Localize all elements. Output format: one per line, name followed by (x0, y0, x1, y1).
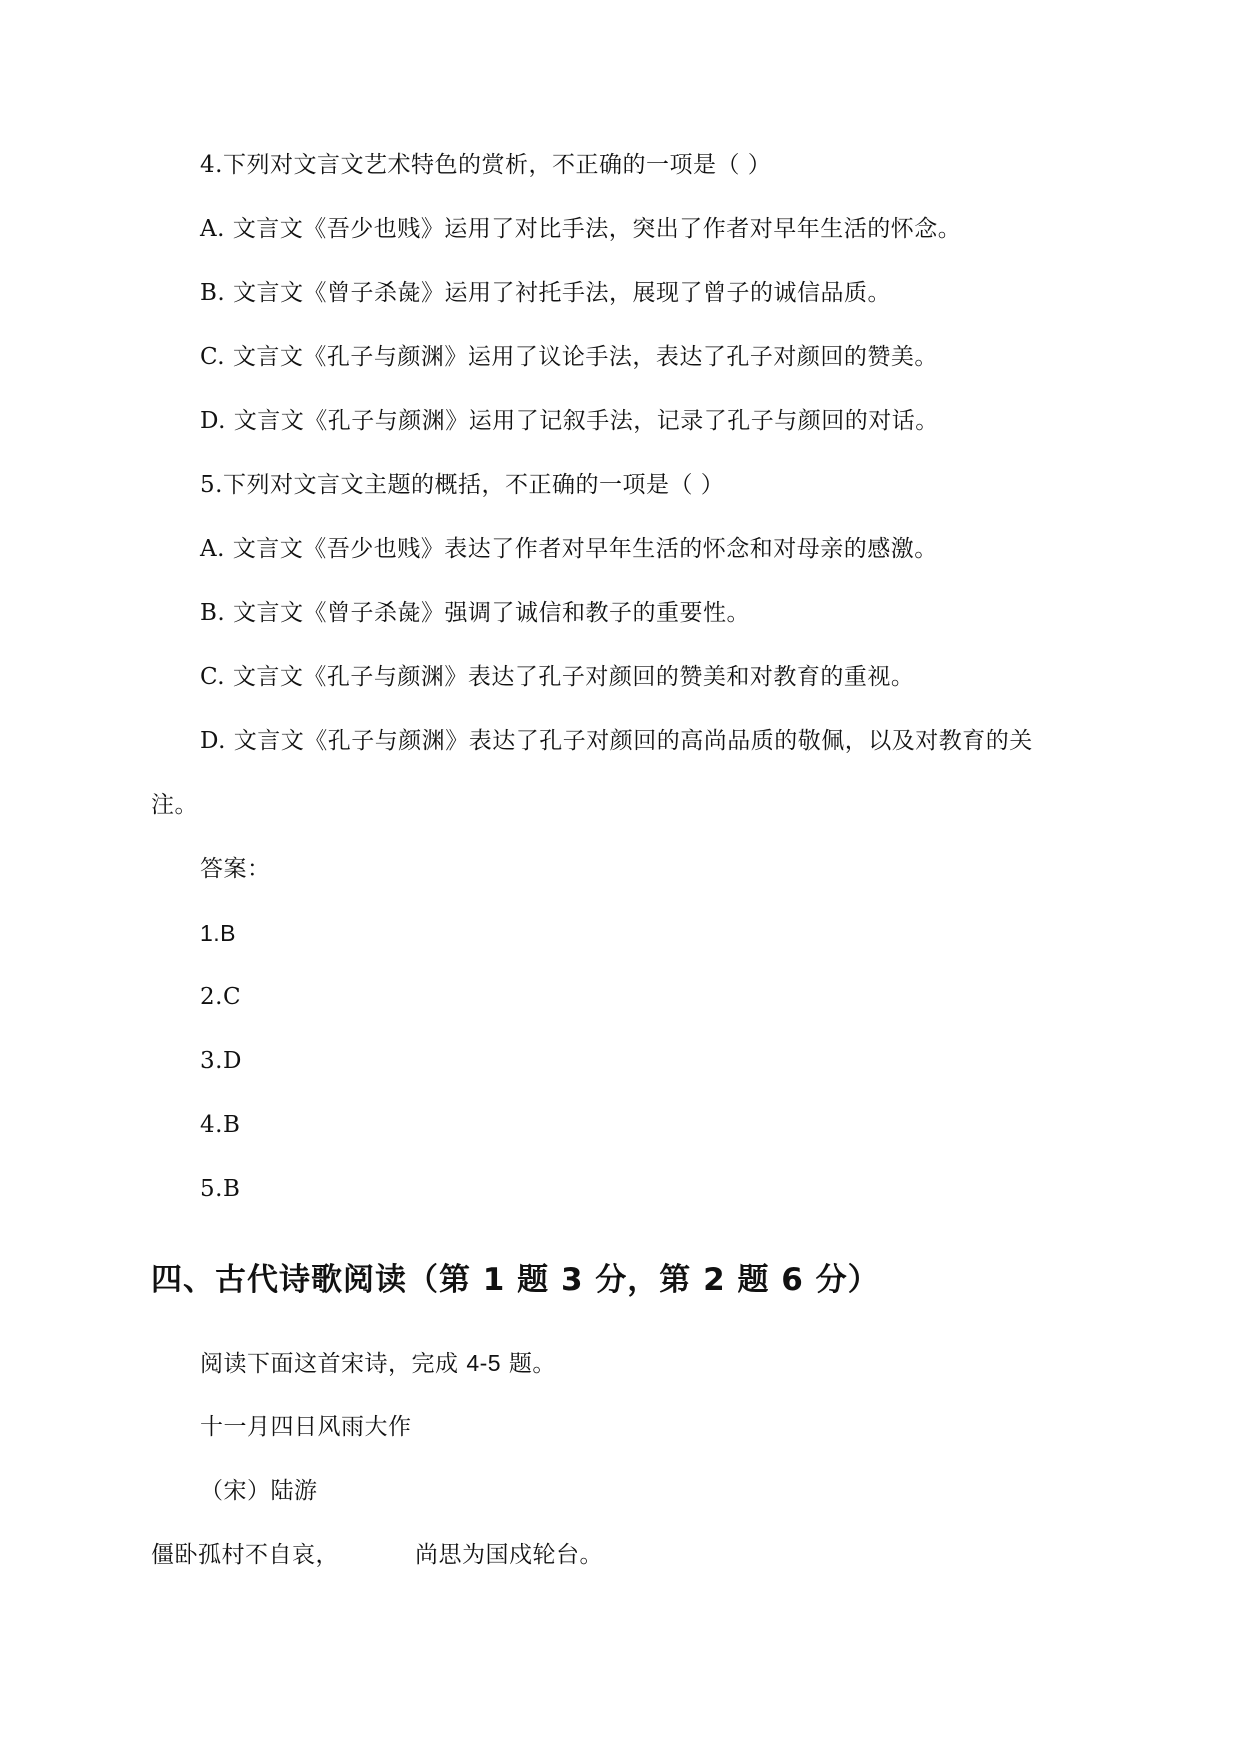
question-4-stem: 4.下列对文言文艺术特色的赏析，不正确的一项是（ ） (200, 152, 772, 178)
answers-label: 答案： (200, 856, 271, 882)
poem-line-1-second-half: 尚思为国戍轮台。 (415, 1542, 603, 1568)
question-4-option-c: C. 文言文《孔子与颜渊》运用了议论手法，表达了孔子对颜回的赞美。 (200, 344, 938, 370)
poem-author: （宋）陆游 (200, 1478, 318, 1504)
question-4-option-d: D. 文言文《孔子与颜渊》运用了记叙手法，记录了孔子与颜回的对话。 (200, 408, 939, 434)
question-4-option-b: B. 文言文《曾子杀彘》运用了衬托手法，展现了曾子的诚信品质。 (200, 280, 892, 306)
poem-line-1-first-half: 僵卧孤村不自哀， (151, 1542, 339, 1568)
poem-title: 十一月四日风雨大作 (200, 1414, 412, 1440)
answer-item: 5.B (200, 1176, 241, 1202)
question-4-option-a: A. 文言文《吾少也贱》运用了对比手法，突出了作者对早年生活的怀念。 (200, 216, 962, 242)
question-5-stem: 5.下列对文言文主题的概括，不正确的一项是（ ） (200, 472, 725, 498)
answer-item: 4.B (200, 1112, 241, 1138)
instruction-text-end: 题。 (501, 1351, 556, 1377)
question-5-option-b: B. 文言文《曾子杀彘》强调了诚信和教子的重要性。 (200, 600, 751, 626)
question-5-option-d-line2: 注。 (151, 792, 198, 818)
section-heading: 四、古代诗歌阅读（第 1 题 3 分，第 2 题 6 分） (151, 1262, 880, 1298)
answer-item: 1.B (200, 920, 237, 946)
answer-item: 2.C (200, 984, 242, 1010)
answer-item: 3.D (200, 1048, 242, 1074)
instruction-question-range: 4-5 (466, 1350, 502, 1376)
question-5-option-d-line1: D. 文言文《孔子与颜渊》表达了孔子对颜回的高尚品质的敬佩，以及对教育的关 (200, 728, 1033, 754)
instruction-text: 阅读下面这首宋诗，完成 (200, 1351, 467, 1377)
reading-instruction (200, 1348, 556, 1379)
question-5-option-c: C. 文言文《孔子与颜渊》表达了孔子对颜回的赞美和对教育的重视。 (200, 664, 915, 690)
question-5-option-a: A. 文言文《吾少也贱》表达了作者对早年生活的怀念和对母亲的感激。 (200, 536, 938, 562)
